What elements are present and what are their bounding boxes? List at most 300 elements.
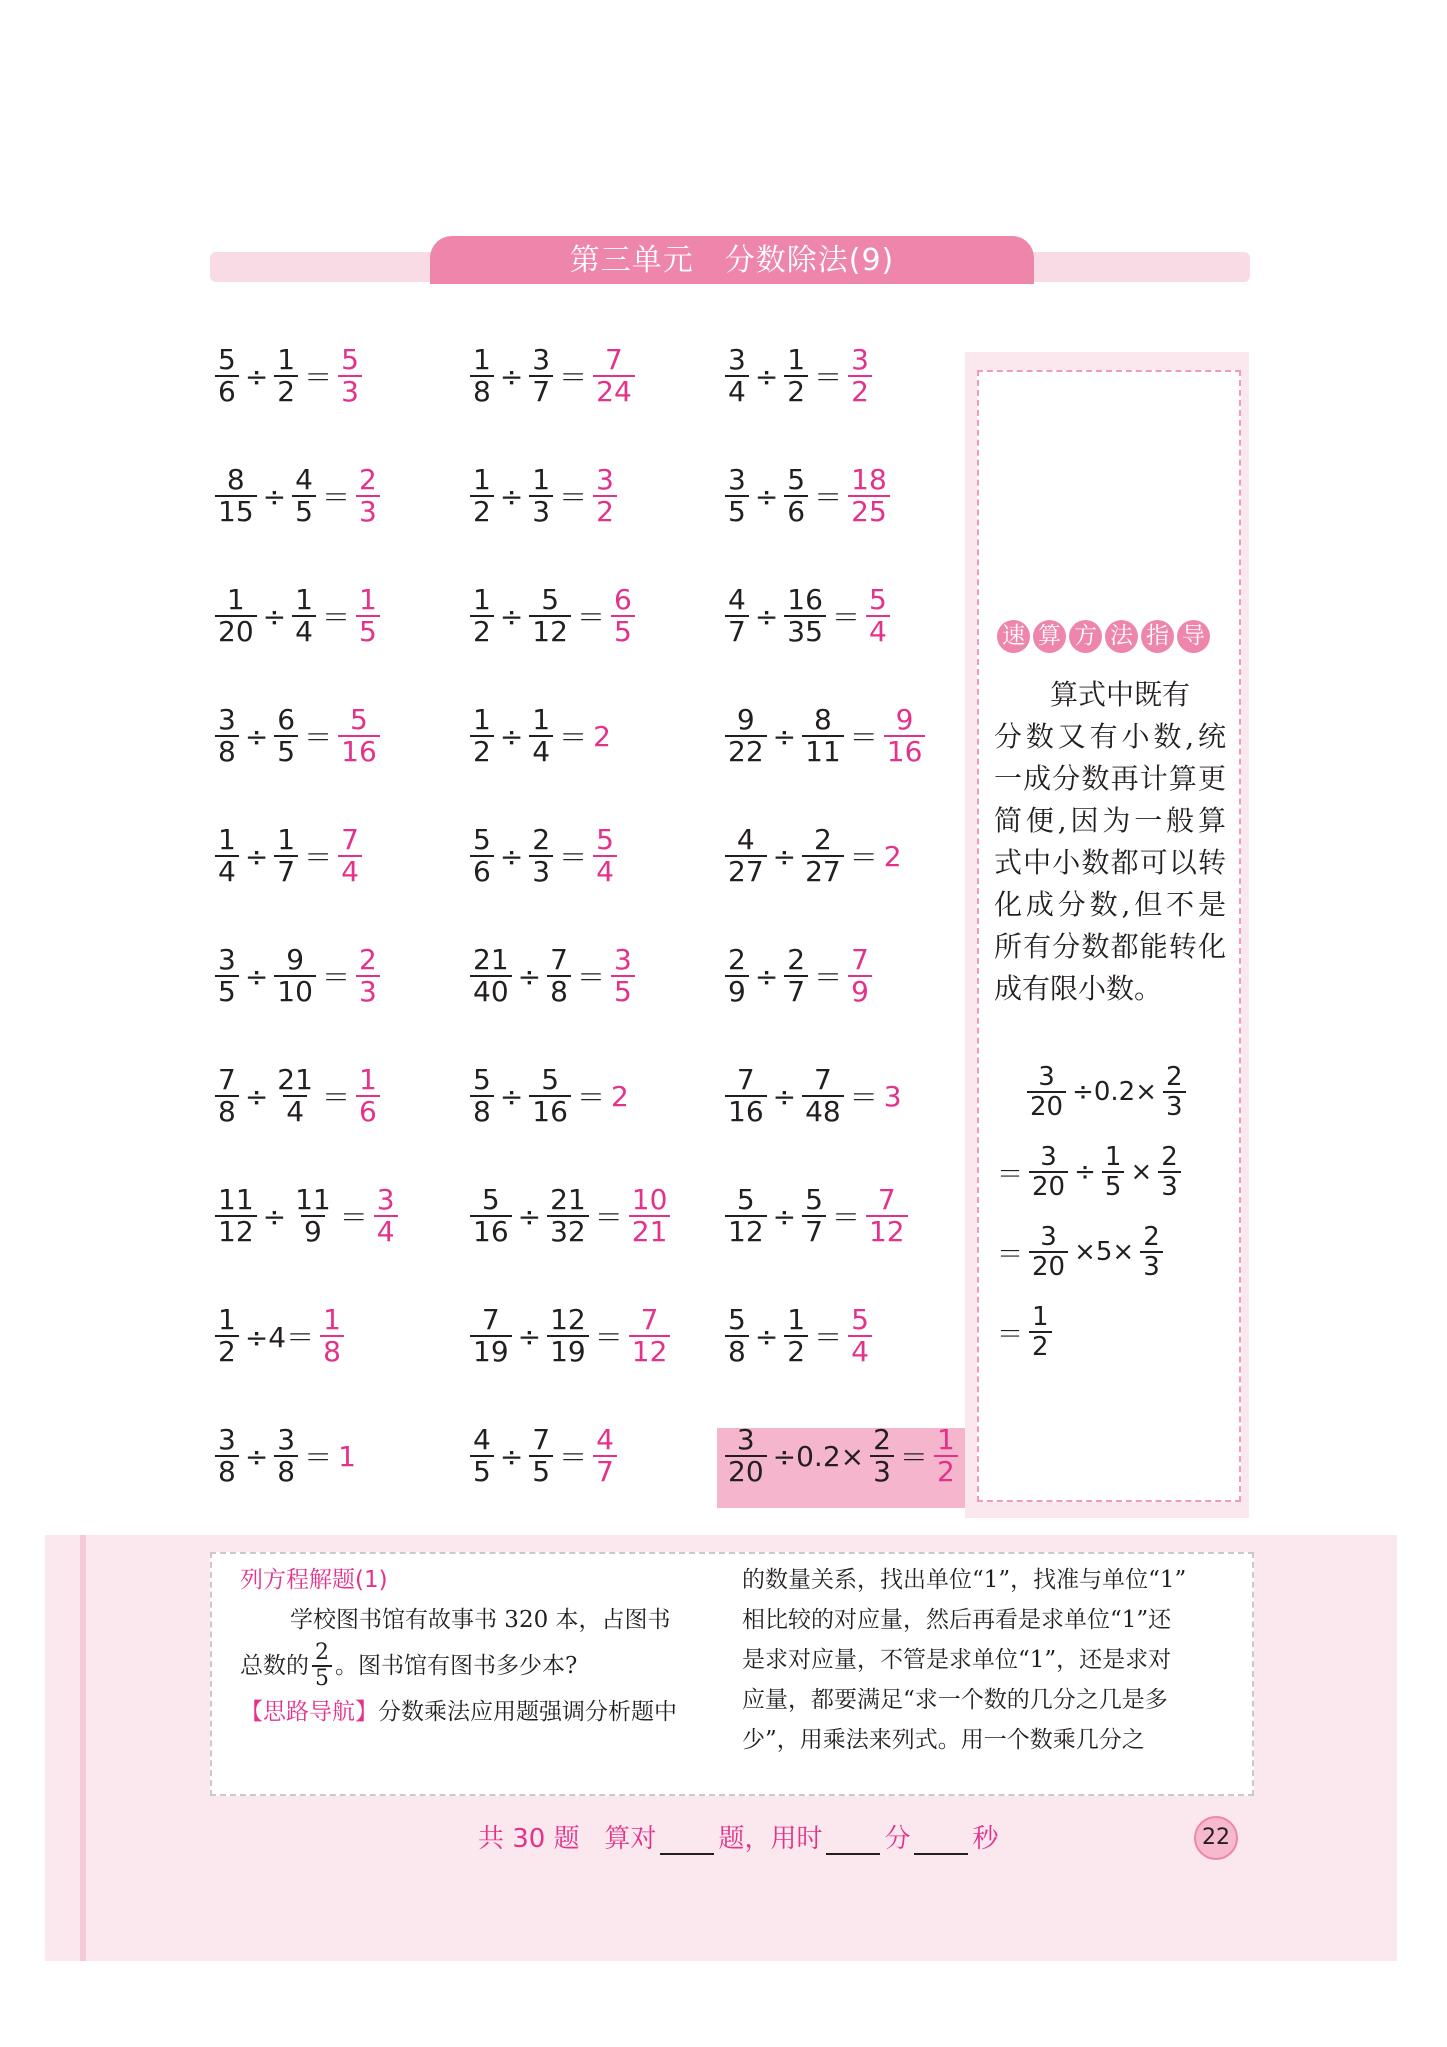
numerator: 8 xyxy=(226,463,245,496)
operator: ＝ xyxy=(814,481,843,514)
denominator: 3 xyxy=(529,855,553,887)
operator: ÷ xyxy=(499,1079,524,1113)
numerator: 7 xyxy=(814,1063,832,1096)
fraction xyxy=(725,345,749,407)
operator: ÷ xyxy=(262,1199,287,1233)
denominator: 2 xyxy=(784,375,808,407)
numerator: 5 xyxy=(473,1063,491,1096)
answer xyxy=(356,1065,380,1127)
denominator: 20 xyxy=(1029,1171,1068,1201)
numerator: 2 xyxy=(814,823,832,856)
operator: ＝ xyxy=(304,841,333,874)
tip-body: 分数又有小数,统一成分数再计算更简便,因为一般算式中小数都可以转化成分数,但不是所有分数都能转化成有限小数。 xyxy=(994,720,1226,1005)
fraction xyxy=(725,705,767,767)
denominator: 7 xyxy=(274,855,298,887)
fraction xyxy=(274,1425,298,1487)
operator: ＝ xyxy=(304,361,333,394)
answer xyxy=(629,1305,671,1367)
numerator: 1 xyxy=(787,1303,806,1336)
operator: ÷ xyxy=(517,1319,542,1353)
operator: ÷ xyxy=(244,959,269,993)
operator: ＝ xyxy=(576,601,605,634)
operator: ＝ xyxy=(814,361,843,394)
fraction xyxy=(529,825,553,887)
answer xyxy=(848,945,872,1007)
denominator: 8 xyxy=(320,1335,344,1367)
denominator: 27 xyxy=(802,855,844,887)
operator: ＝ xyxy=(559,361,588,394)
problem-19 xyxy=(212,1065,383,1127)
denominator: 9 xyxy=(848,975,872,1007)
answer xyxy=(593,465,617,527)
denominator: 16 xyxy=(529,1095,571,1127)
operator: ÷0.2× xyxy=(772,1439,865,1473)
fraction xyxy=(802,825,844,887)
numerator: 2 xyxy=(1161,1142,1178,1172)
denominator: 16 xyxy=(470,1215,512,1247)
problem-30 xyxy=(722,1425,961,1487)
denominator: 2 xyxy=(274,375,298,407)
numerator: 2 xyxy=(787,943,806,976)
numerator: 6 xyxy=(613,583,632,616)
denominator: 5 xyxy=(356,615,380,647)
denominator: 3 xyxy=(338,375,362,407)
fraction xyxy=(784,1305,808,1367)
problem-21 xyxy=(722,1065,905,1127)
problem-2 xyxy=(467,345,638,407)
denominator: 20 xyxy=(1029,1251,1068,1281)
tip-calc-line xyxy=(994,1303,1055,1361)
word-problem-line1: 学校图书馆有故事书 320 本，占图书 xyxy=(290,1607,671,1633)
fraction xyxy=(215,585,257,647)
problem-4 xyxy=(212,465,383,527)
fraction xyxy=(870,1425,894,1487)
denominator: 2 xyxy=(470,615,494,647)
denominator: 5 xyxy=(292,495,316,527)
denominator: 27 xyxy=(725,855,767,887)
answer: 2 xyxy=(610,1079,629,1113)
word-problem-title: 列方程解题(1) xyxy=(240,1567,388,1593)
fraction xyxy=(215,945,239,1007)
denominator: 5 xyxy=(312,1665,332,1691)
numerator: 10 xyxy=(631,1183,668,1216)
numerator: 5 xyxy=(596,823,614,856)
fraction xyxy=(292,585,316,647)
denominator: 25 xyxy=(848,495,890,527)
denominator: 20 xyxy=(215,615,257,647)
operator: ÷ xyxy=(754,1319,779,1353)
denominator: 40 xyxy=(470,975,512,1007)
denominator: 8 xyxy=(274,1455,298,1487)
fraction xyxy=(1029,1223,1068,1281)
denominator: 4 xyxy=(215,855,239,887)
problem-24 xyxy=(722,1185,911,1247)
fraction xyxy=(274,945,316,1007)
problem-6 xyxy=(722,465,893,527)
badge-char: 法 xyxy=(1105,620,1138,653)
numerator: 9 xyxy=(895,703,914,736)
tip-calc-line xyxy=(994,1223,1166,1281)
seconds-blank[interactable] xyxy=(914,1829,968,1855)
fraction xyxy=(802,1185,826,1247)
badge-char: 导 xyxy=(1177,620,1210,653)
numerator: 5 xyxy=(728,1303,746,1336)
fraction xyxy=(470,1425,494,1487)
operator: ÷ xyxy=(754,359,779,393)
numerator: 1 xyxy=(277,343,296,376)
problem-29 xyxy=(467,1425,620,1487)
problem-25 xyxy=(212,1305,347,1367)
numerator: 16 xyxy=(787,583,823,616)
minutes-blank[interactable] xyxy=(826,1829,880,1855)
denominator: 2 xyxy=(848,375,872,407)
numerator: 7 xyxy=(550,943,568,976)
hint-label: 【思路导航】 xyxy=(240,1699,378,1725)
denominator: 20 xyxy=(725,1455,767,1487)
fraction xyxy=(529,465,553,527)
numerator: 1 xyxy=(1104,1142,1122,1172)
tip-calc-line xyxy=(994,1143,1184,1201)
numerator: 1 xyxy=(473,343,491,376)
operator: ＝ xyxy=(559,841,588,874)
numerator: 5 xyxy=(787,463,806,496)
operator: ÷ xyxy=(244,839,269,873)
answer xyxy=(593,345,635,407)
denominator: 4 xyxy=(338,855,362,887)
answer xyxy=(629,1185,671,1247)
numerator: 1 xyxy=(218,823,236,856)
denominator: 3 xyxy=(529,495,553,527)
denominator: 2 xyxy=(470,735,494,767)
fraction xyxy=(215,1425,239,1487)
denominator: 4 xyxy=(529,735,553,767)
denominator: 12 xyxy=(725,1215,767,1247)
fraction xyxy=(470,945,512,1007)
numerator: 1 xyxy=(323,1303,341,1336)
answer xyxy=(338,825,362,887)
operator: ÷ xyxy=(244,719,269,753)
numerator: 1 xyxy=(532,463,551,496)
hint-start: 分数乘法应用题强调分析题中 xyxy=(378,1699,677,1725)
operator: × xyxy=(1130,1157,1153,1187)
numerator: 1 xyxy=(1032,1302,1049,1332)
numerator: 21 xyxy=(550,1183,586,1216)
denominator: 8 xyxy=(215,735,239,767)
fraction xyxy=(215,1185,257,1247)
operator: ÷ xyxy=(1074,1157,1096,1187)
denominator: 7 xyxy=(529,375,553,407)
numerator: 4 xyxy=(473,1423,491,1456)
answer xyxy=(356,945,380,1007)
operator: ＝ xyxy=(849,841,878,874)
operator: ÷ xyxy=(499,479,524,513)
denominator: 9 xyxy=(301,1215,325,1247)
problem-11 xyxy=(467,705,614,767)
answer: 1 xyxy=(338,1439,356,1473)
problem-10 xyxy=(212,705,383,767)
denominator: 3 xyxy=(1140,1251,1163,1281)
fraction xyxy=(802,705,844,767)
problem-9 xyxy=(722,585,893,647)
numerator: 7 xyxy=(532,1423,551,1456)
line2-before: 总数的 xyxy=(240,1653,309,1679)
footer-correct-unit: 题，用时 xyxy=(718,1824,823,1854)
answer xyxy=(338,345,362,407)
numerator: 5 xyxy=(736,1183,755,1216)
operator: ＝ xyxy=(997,1319,1024,1350)
denominator: 3 xyxy=(1163,1091,1186,1121)
fraction xyxy=(470,465,494,527)
numerator: 7 xyxy=(851,943,869,976)
bottom-stripe xyxy=(80,1535,86,1961)
word-problem-right xyxy=(742,1560,1242,1760)
numerator: 5 xyxy=(851,1303,869,1336)
numerator: 2 xyxy=(1143,1222,1160,1252)
operator: ＝ xyxy=(339,1201,368,1234)
denominator: 24 xyxy=(593,375,635,407)
problem-20 xyxy=(467,1065,632,1127)
fraction xyxy=(215,825,239,887)
denominator: 4 xyxy=(848,1335,872,1367)
operator: ÷ xyxy=(499,1439,524,1473)
operator: ＝ xyxy=(899,1441,928,1474)
problem-23 xyxy=(467,1185,673,1247)
numerator: 3 xyxy=(218,943,236,976)
denominator: 5 xyxy=(274,735,298,767)
answer xyxy=(593,825,617,887)
numerator: 3 xyxy=(277,1423,296,1456)
problem-27 xyxy=(722,1305,875,1367)
numerator: 8 xyxy=(814,703,832,736)
operator: ＝ xyxy=(559,481,588,514)
numerator: 2 xyxy=(315,1640,329,1665)
numerator: 2 xyxy=(358,943,377,976)
operator: ＝ xyxy=(814,961,843,994)
fraction xyxy=(215,345,239,407)
problem-22 xyxy=(212,1185,401,1247)
answer: 2 xyxy=(593,719,611,753)
denominator: 12 xyxy=(866,1215,908,1247)
operator: ÷ xyxy=(754,599,779,633)
denominator: 5 xyxy=(529,1455,553,1487)
numerator: 11 xyxy=(218,1183,254,1216)
numerator: 1 xyxy=(473,583,491,616)
operator: ＝ xyxy=(576,961,605,994)
badge-char: 指 xyxy=(1141,620,1174,653)
numerator: 2 xyxy=(358,463,377,496)
footer-total: 共 30 题 xyxy=(478,1824,580,1854)
denominator: 3 xyxy=(356,495,380,527)
denominator: 16 xyxy=(884,735,926,767)
footer-correct-label: 算对 xyxy=(604,1824,657,1854)
denominator: 2 xyxy=(784,1335,808,1367)
tip-calc-line xyxy=(1024,1063,1189,1121)
answer: 3 xyxy=(883,1079,902,1113)
operator: ÷ xyxy=(244,1439,269,1473)
answer xyxy=(866,585,890,647)
denominator: 7 xyxy=(593,1455,617,1487)
problem-18 xyxy=(722,945,875,1007)
fraction xyxy=(725,585,749,647)
numerator: 9 xyxy=(736,703,755,736)
numerator: 3 xyxy=(218,1423,236,1456)
footer-tally xyxy=(478,1818,998,1855)
operator: ÷0.2× xyxy=(1072,1077,1158,1107)
numerator: 3 xyxy=(728,463,746,496)
numerator: 3 xyxy=(218,703,236,736)
operator: ÷ xyxy=(262,479,287,513)
denominator: 2 xyxy=(470,495,494,527)
word-problem-right-line: 少”，用乘法来列式。用一个数乘几分之 xyxy=(742,1727,1145,1753)
numerator: 1 xyxy=(532,703,551,736)
fraction xyxy=(725,1065,767,1127)
fraction xyxy=(274,1065,316,1127)
operator: ÷ xyxy=(772,719,797,753)
fraction xyxy=(470,1305,512,1367)
denominator: 12 xyxy=(529,615,571,647)
denominator: 22 xyxy=(725,735,767,767)
operator: ＝ xyxy=(594,1321,623,1354)
numerator: 3 xyxy=(1040,1142,1057,1172)
fraction xyxy=(1163,1063,1186,1121)
numerator: 1 xyxy=(358,1063,377,1096)
fraction xyxy=(292,1185,334,1247)
numerator: 7 xyxy=(605,343,623,376)
operator: ÷ xyxy=(499,599,524,633)
numerator: 5 xyxy=(218,343,236,376)
operator: ÷ xyxy=(499,719,524,753)
answer xyxy=(356,465,380,527)
operator: ＝ xyxy=(814,1321,843,1354)
operator: ＝ xyxy=(849,721,878,754)
operator: ÷ xyxy=(262,599,287,633)
numerator: 5 xyxy=(481,1183,500,1216)
fraction xyxy=(470,345,494,407)
denominator: 5 xyxy=(1102,1171,1125,1201)
word-problem-right-line: 应量，都要满足“求一个数的几分之几是多 xyxy=(742,1687,1168,1713)
numerator: 3 xyxy=(851,343,869,376)
problem-12 xyxy=(722,705,928,767)
denominator: 4 xyxy=(283,1095,307,1127)
numerator: 12 xyxy=(550,1303,586,1336)
numerator: 3 xyxy=(736,1423,755,1456)
fraction xyxy=(725,1305,749,1367)
denominator: 3 xyxy=(356,975,380,1007)
operator: ＝ xyxy=(321,1081,350,1114)
denominator: 8 xyxy=(470,375,494,407)
fraction xyxy=(725,465,749,527)
denominator: 8 xyxy=(215,1095,239,1127)
numerator: 1 xyxy=(277,823,296,856)
tip-first-line: 算式中既有 xyxy=(1050,678,1191,711)
numerator: 1 xyxy=(226,583,245,616)
denominator: 8 xyxy=(547,975,571,1007)
operator: ×5× xyxy=(1074,1237,1135,1267)
numerator: 3 xyxy=(728,343,746,376)
fraction xyxy=(547,1185,589,1247)
footer-minutes: 分 xyxy=(884,1824,911,1854)
denominator: 6 xyxy=(470,855,494,887)
denominator: 8 xyxy=(215,1455,239,1487)
numerator: 1 xyxy=(218,1303,236,1336)
operator: ÷4＝ xyxy=(244,1321,315,1354)
numerator: 7 xyxy=(736,1063,755,1096)
numerator: 5 xyxy=(541,1063,560,1096)
answer: 2 xyxy=(883,839,902,873)
answer xyxy=(356,585,380,647)
numerator: 4 xyxy=(596,1423,614,1456)
operator: ＝ xyxy=(849,1081,878,1114)
denominator: 8 xyxy=(725,1335,749,1367)
operator: ＝ xyxy=(559,1441,588,1474)
fraction xyxy=(470,1185,512,1247)
answer xyxy=(848,1305,872,1367)
denominator: 2 xyxy=(593,495,617,527)
operator: ＝ xyxy=(576,1081,605,1114)
problem-8 xyxy=(467,585,638,647)
denominator: 4 xyxy=(866,615,890,647)
word-problem-hint xyxy=(240,1692,720,1732)
numerator: 2 xyxy=(1166,1062,1183,1092)
denominator: 9 xyxy=(725,975,749,1007)
answer xyxy=(866,1185,908,1247)
operator: ÷ xyxy=(754,959,779,993)
word-problem-right-line: 的数量关系，找出单位“1”，找准与单位“1” xyxy=(742,1567,1187,1593)
numerator: 1 xyxy=(473,703,491,736)
problem-3 xyxy=(722,345,875,407)
denominator: 6 xyxy=(215,375,239,407)
word-problem-left xyxy=(240,1560,720,1732)
operator: ＝ xyxy=(321,961,350,994)
fraction xyxy=(725,1185,767,1247)
numerator: 2 xyxy=(873,1423,891,1456)
fraction xyxy=(274,345,298,407)
numerator: 5 xyxy=(805,1183,823,1216)
answer xyxy=(593,1425,617,1487)
denominator: 3 xyxy=(870,1455,894,1487)
numerator: 3 xyxy=(596,463,614,496)
denominator: 48 xyxy=(802,1095,844,1127)
fraction xyxy=(470,585,494,647)
tip-badge xyxy=(997,620,1210,653)
correct-count-blank[interactable] xyxy=(660,1829,714,1855)
fraction xyxy=(215,705,239,767)
numerator: 2 xyxy=(728,943,746,976)
fraction xyxy=(1158,1143,1181,1201)
numerator: 21 xyxy=(277,1063,313,1096)
badge-char: 速 xyxy=(997,620,1030,653)
operator: ÷ xyxy=(499,839,524,873)
numerator: 3 xyxy=(532,343,551,376)
answer xyxy=(934,1425,958,1487)
numerator: 4 xyxy=(736,823,755,856)
fraction xyxy=(470,825,494,887)
numerator: 5 xyxy=(341,343,359,376)
operator: ＝ xyxy=(559,721,588,754)
fraction xyxy=(784,345,808,407)
denominator: 6 xyxy=(784,495,808,527)
fraction xyxy=(547,945,571,1007)
numerator: 1 xyxy=(473,463,491,496)
operator: ＝ xyxy=(594,1201,623,1234)
fraction xyxy=(1029,1303,1052,1361)
numerator: 6 xyxy=(277,703,296,736)
denominator: 4 xyxy=(725,375,749,407)
numerator: 1 xyxy=(358,583,377,616)
denominator: 11 xyxy=(802,735,844,767)
answer xyxy=(884,705,926,767)
page-number: 22 xyxy=(1194,1816,1238,1860)
